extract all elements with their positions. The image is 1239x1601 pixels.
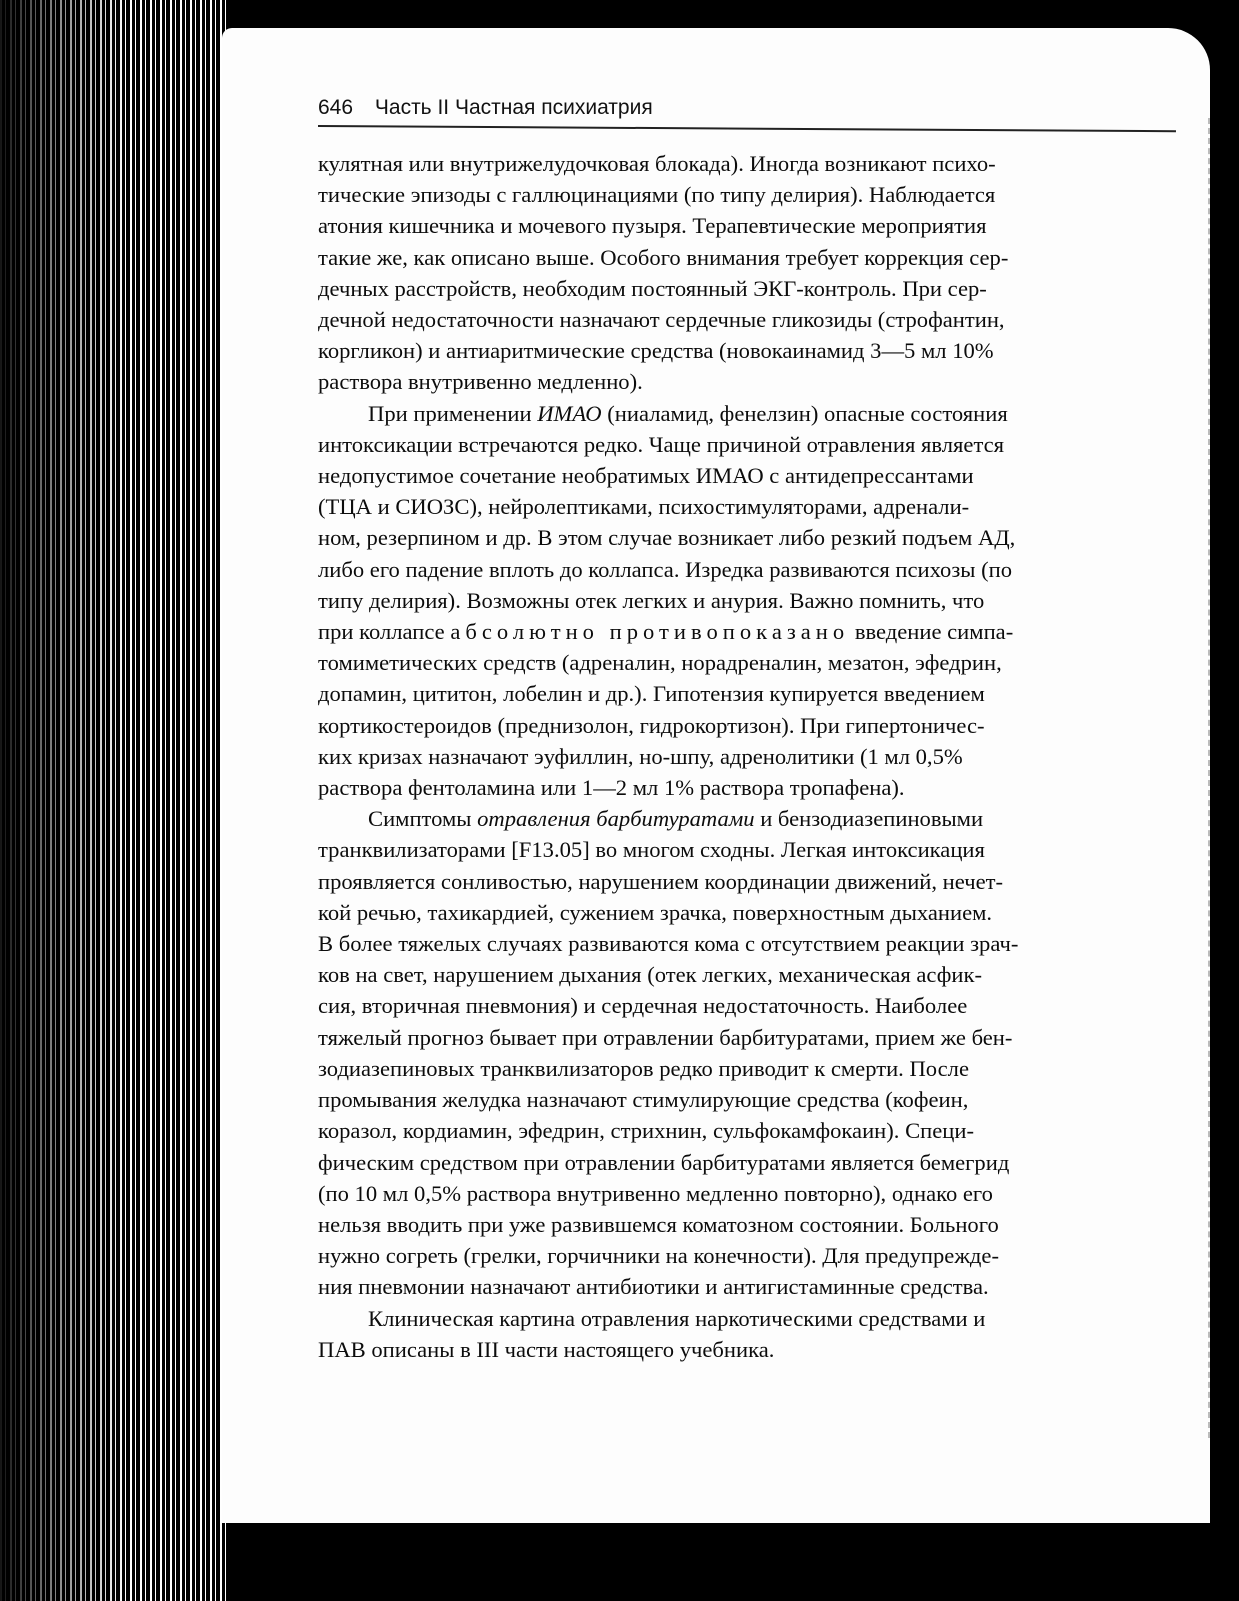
text-line: такие же, как описано выше. Особого внимания требует коррекция сер- xyxy=(318,244,1009,270)
page-number: 646 xyxy=(318,96,354,119)
emphasis-spaced: абсолютно противопоказано xyxy=(450,619,850,645)
text-line: зодиазепиновых транквилизаторов редко приводит к смерти. После xyxy=(318,1055,969,1081)
running-title: Часть II Частная психиатрия xyxy=(374,96,653,119)
text-line: томиметических средств (адреналин, норадреналин, мезатон, эфедрин, xyxy=(318,650,1002,676)
text-line: промывания желудка назначают стимулирующие средства (кофеин, xyxy=(318,1087,969,1113)
text-line: дечных расстройств, необходим постоянный ЭКГ-контроль. При сер- xyxy=(318,275,987,301)
text-line: фическим средством при отравлении барбитуратами является бемегрид xyxy=(318,1149,1010,1175)
text-line: раствора внутривенно медленно). xyxy=(318,369,643,395)
text-line: (по 10 мл 0,5% раствора внутривенно медленно повторно), однако его xyxy=(318,1180,993,1206)
text-line: транквилизаторами [F13.05] во многом сходны. Легкая интоксикация xyxy=(318,837,985,863)
text-line: раствора фентоламина или 1—2 мл 1% раствора тропафена). xyxy=(318,775,905,801)
text-line: ков на свет, нарушением дыхания (отек легких, механическая асфик- xyxy=(318,962,982,988)
paragraph-4 xyxy=(318,1303,1130,1365)
body-text xyxy=(318,148,1130,1365)
text-line: ких кризах назначают эуфиллин, но-шпу, адренолитики (1 мл 0,5% xyxy=(318,743,963,769)
paragraph-3 xyxy=(318,803,1130,1302)
text-line: дечной недостаточности назначают сердечные гликозиды (строфантин, xyxy=(318,307,1005,333)
text-line: кортикостероидов (преднизолон, гидрокортизон). При гипертоничес- xyxy=(318,712,985,738)
header-rule xyxy=(318,125,1176,132)
text-line: допамин, цититон, лобелин и др.). Гипотензия купируется введением xyxy=(318,681,985,707)
book-gutter xyxy=(0,0,228,1601)
paragraph-2 xyxy=(318,398,1130,804)
text-line: либо его падение вплоть до коллапса. Изредка развиваются психозы (по xyxy=(318,556,1013,582)
text-line: тяжелый прогноз бывает при отравлении барбитуратами, прием же бен- xyxy=(318,1024,1013,1050)
text-line: коргликон) и антиаритмические средства (новокаинамид 3—5 мл 10% xyxy=(318,338,994,364)
running-header xyxy=(318,96,1178,126)
text-line: кулятная или внутрижелудочковая блокада). Иногда возникают психо- xyxy=(318,151,996,176)
text-line: сия, вторичная пневмония) и сердечная недостаточность. Наиболее xyxy=(318,993,968,1019)
text-line: проявляется сонливостью, нарушением координации движений, нечет- xyxy=(318,868,1004,894)
book-page xyxy=(222,28,1210,1523)
text-line: Клиническая картина отравления наркотическими средствами и xyxy=(368,1305,986,1331)
text-line: интоксикации встречаются редко. Чаще причиной отравления является xyxy=(318,431,1005,457)
text-line: нужно согреть (грелки, горчичники на конечности). Для предупрежде- xyxy=(318,1243,999,1269)
text-line: В более тяжелых случаях развиваются кома с отсутствием реакции зрач- xyxy=(318,931,1019,957)
term-imao: ИМАО xyxy=(537,400,602,426)
page-edge xyxy=(1204,118,1210,1438)
text-line: (ТЦА и СИОЗС), нейролептиками, психостимуляторами, адренали- xyxy=(318,494,970,520)
text-line: Симптомы отравления барбитуратами и бензодиазепиновыми xyxy=(368,806,984,832)
text-line: При применении ИМАО (ниаламид, фенелзин) опасные состояния xyxy=(368,400,1008,426)
term-barbiturate-poisoning: отравления барбитуратами xyxy=(477,806,755,832)
text-line: при коллапсе абсолютно противопоказано введение симпа- xyxy=(318,619,1014,645)
text-line: ПАВ описаны в III части настоящего учебника. xyxy=(318,1336,775,1362)
text-line: коразол, кордиамин, эфедрин, стрихнин, сульфокамфокаин). Специ- xyxy=(318,1118,974,1144)
text-line: ния пневмонии назначают антибиотики и антигистаминные средства. xyxy=(318,1274,989,1300)
text-line: типу делирия). Возможны отек легких и анурия. Важно помнить, что xyxy=(318,587,985,613)
text-line: недопустимое сочетание необратимых ИМАО с антидепрессантами xyxy=(318,463,974,489)
text-line: кой речью, тахикардией, сужением зрачка, поверхностным дыханием. xyxy=(318,899,993,925)
text-line: атония кишечника и мочевого пузыря. Терапевтические мероприятия xyxy=(318,213,987,239)
text-line: тические эпизоды с галлюцинациями (по типу делирия). Наблюдается xyxy=(318,182,996,208)
paragraph-1 xyxy=(318,148,1130,398)
text-line: ном, резерпином и др. В этом случае возникает либо резкий подъем АД, xyxy=(318,525,1016,551)
text-line: нельзя вводить при уже развившемся коматозном состоянии. Больного xyxy=(318,1211,999,1237)
